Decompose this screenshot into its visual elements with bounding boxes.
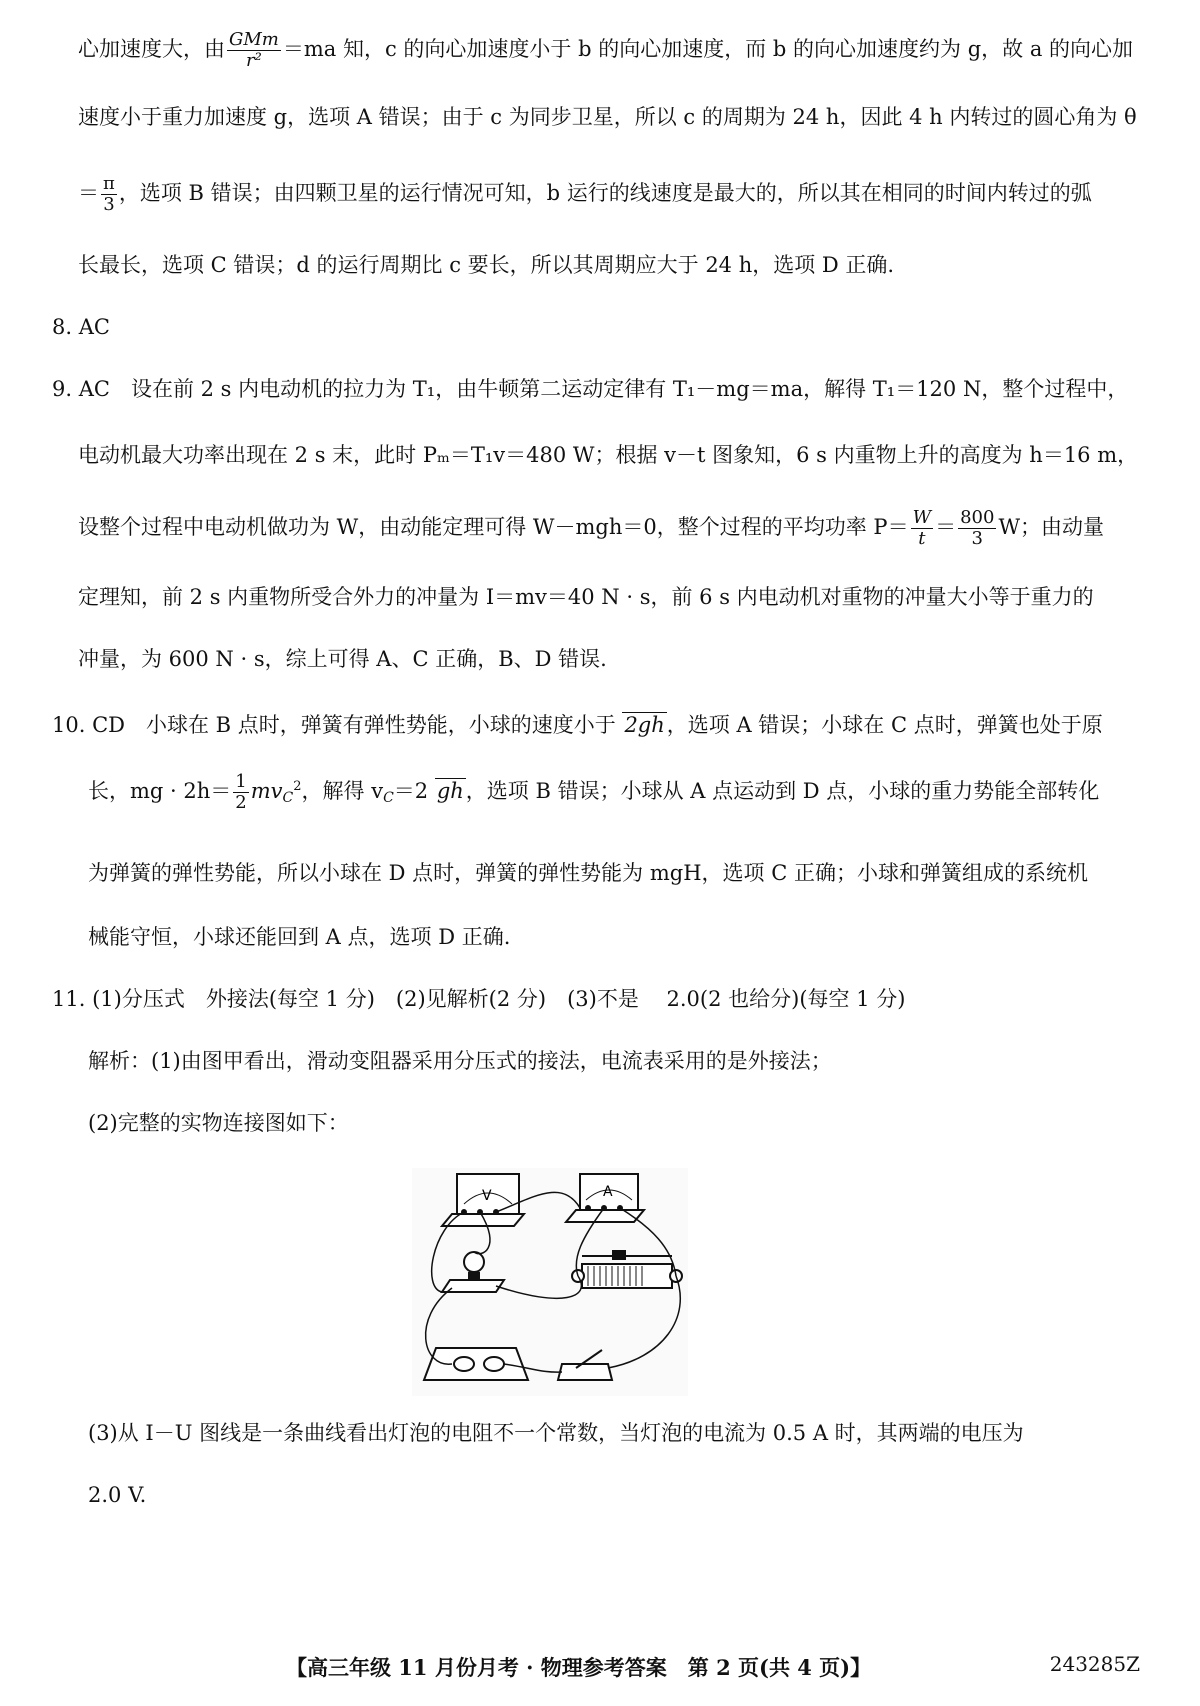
page-footer: 【高三年级 11 月份月考 · 物理参考答案 第 2 页(共 4 页)】 [286,1655,872,1680]
fraction-w-t: $\frac{W}{t}$ [912,507,932,549]
fraction-800-3: $\frac{800}{3}$ [960,507,995,549]
q10-line-1: 10. CD 小球在 B 点时，弹簧有弹性势能，小球的速度小于 2gh，选项 A 错误；小球在 C 点时，弹簧也处于原 [52,713,1103,737]
q7-text: 心加速度大，由 [78,37,225,61]
q7-line-3: ＝ $\frac{\pi}{3}$ ，选项 B 错误；由四颗卫星的运行情况可知，b 运行的线速度是最大的，所以其在相同的时间内转过的弧 [78,173,1092,215]
fraction-gmm-r2: $\frac{\text{GMm}}{\text{r²}}$ [229,29,279,71]
q9-line-2: 电动机最大功率出现在 2 s 末，此时 Pₘ＝T₁v＝480 W；根据 v－t 图象知，6 s 内重物上升的高度为 h＝16 m， [78,443,1139,467]
q10-line-4: 械能守恒，小球还能回到 A 点，选项 D 正确. [88,925,511,949]
q7-line-4: 长最长，选项 C 错误；d 的运行周期比 c 要长，所以其周期应大于 24 h，选项 D 正确. [78,253,895,277]
q7-text: ＝ma 知，c 的向心加速度小于 b 的向心加速度，而 b 的向心加速度约为 g，故 a 的向心加 [282,37,1134,61]
q11-line-4: (3)从 I－U 图线是一条曲线看出灯泡的电阻不一个常数，当灯泡的电流为 0.5 A 时，其两端的电压为 [88,1421,1024,1445]
battery [424,1348,528,1380]
q7-line-1 [78,30,1160,71]
rheostat [572,1250,682,1288]
q11-line-2: 解析：(1)由图甲看出，滑动变阻器采用分压式的接法，电流表采用的是外接法； [88,1049,832,1073]
q9-line-4: 定理知，前 2 s 内重物所受合外力的冲量为 I＝mv＝40 N · s，前 6 s 内电动机对重物的冲量大小等于重力的 [78,585,1094,609]
q11-line-1: 11. (1)分压式 外接法(每空 1 分) (2)见解析(2 分) (3)不是 2.0(2 也给分)(每空 1 分) [52,987,906,1011]
q10-line-3: 为弹簧的弹性势能，所以小球在 D 点时，弹簧的弹性势能为 mgH，选项 C 正确；小球和弹簧组成的系统机 [88,861,1088,885]
fraction-pi-3: $\frac{\pi}{3}$ [103,173,115,215]
circuit-diagram [412,1168,688,1396]
q9-line-5: 冲量，为 600 N · s，综上可得 A、C 正确，B、D 错误. [78,647,607,671]
sqrt-2gh: 2gh [624,713,665,737]
voltmeter-label: V [482,1188,492,1204]
ammeter-label: A [603,1184,613,1200]
fraction-1-2: $\frac{1}{2}$ [235,771,247,813]
q11-line-5: 2.0 V. [88,1483,147,1507]
q7-line-2: 速度小于重力加速度 g，选项 A 错误；由于 c 为同步卫星，所以 c 的周期为 24 h，因此 4 h 内转过的圆心角为 θ [78,105,1137,129]
q8-answer: 8. AC [52,315,110,339]
sqrt-gh: gh [436,779,464,803]
q11-line-3: (2)完整的实物连接图如下： [88,1111,349,1135]
document-code: 243285Z [1049,1652,1140,1676]
q10-line-2: 长，mg · 2h＝ $\frac{1}{2}$ $mv_C^2$，解得 $v_C=2$ gh，选项 B 错误；小球从 A 点运动到 D 点，小球的重力势能全部转化 [88,771,1100,813]
q9-line-3: 设整个过程中电动机做功为 W，由动能定理可得 W－mgh＝0，整个过程的平均功率 P＝ $\frac{W}{t}$ ＝ $\frac{800}{3}$ W；由动量 [78,507,1105,549]
q9-line-1: 9. AC 设在前 2 s 内电动机的拉力为 T₁，由牛顿第二运动定律有 T₁－mg＝ma，解得 T₁＝120 N，整个过程中， [52,377,1129,401]
